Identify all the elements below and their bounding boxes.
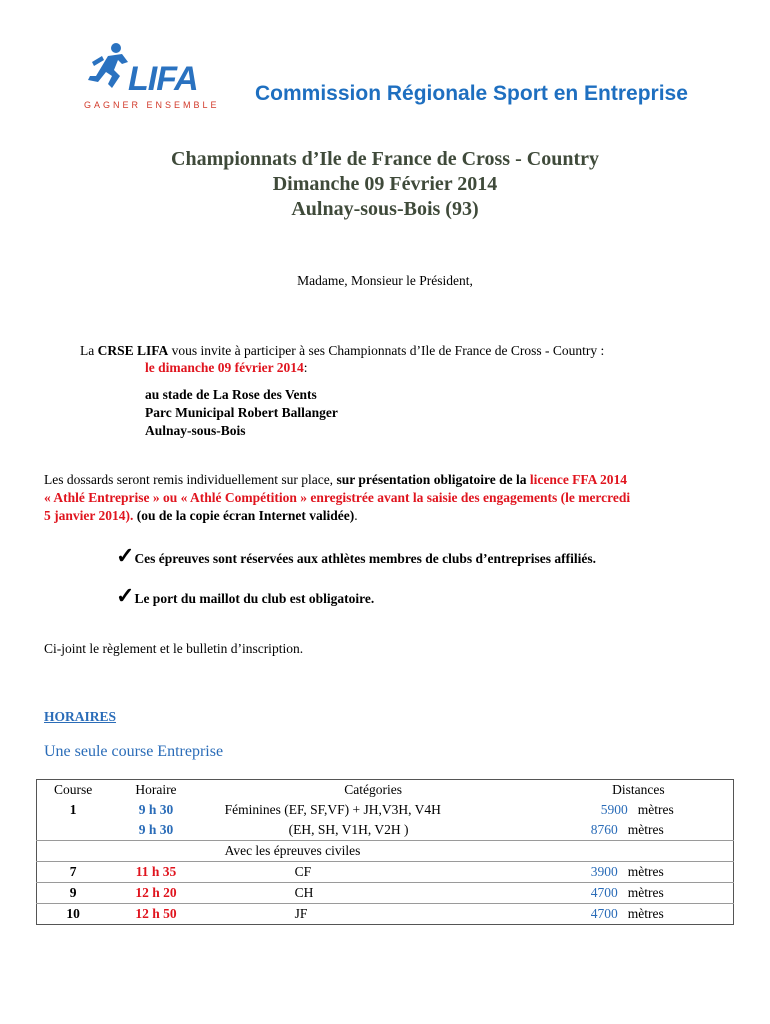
invite-prefix: La [80, 343, 98, 358]
horaires-heading: HORAIRES [44, 709, 117, 724]
table-row [37, 862, 734, 883]
cell-course: 9 [37, 883, 110, 904]
cell-distance [544, 800, 734, 820]
dossards-line-2: « Athlé Entreprise » ou « Athlé Compétition » enregistrée avant la saisie des engagements (le mercredi [44, 490, 631, 505]
schedule-table [36, 779, 734, 925]
check-item-2 [116, 583, 374, 609]
venue-line-3: Aulnay-sous-Bois [145, 423, 246, 438]
dossards-copie: (ou de la copie écran Internet validée) [133, 508, 355, 523]
dossards-licence: licence FFA 2014 [529, 472, 628, 487]
table-row [37, 883, 734, 904]
dossards-line-3 [44, 508, 358, 524]
distance-value: 4700 [590, 885, 618, 900]
table-row [37, 820, 734, 841]
invite-date: le dimanche 09 février 2014 [145, 360, 304, 375]
cell-categories: JF [203, 904, 544, 925]
cell-horaire: 12 h 50 [109, 904, 202, 925]
distance-unit: mètres [627, 885, 664, 900]
check-item-1 [116, 543, 596, 569]
cell-categories: CH [203, 883, 544, 904]
checkmark-icon: ✓ [116, 543, 135, 568]
page-title: Championnats d’Ile de France de Cross - Country [171, 148, 599, 170]
logo-tagline: GAGNER ENSEMBLE [84, 100, 220, 110]
invite-org: CRSE LIFA [97, 343, 169, 358]
event-location: Aulnay-sous-Bois (93) [291, 198, 479, 220]
cell-distance [544, 841, 734, 862]
cell-distance [544, 904, 734, 925]
cell-distance [544, 883, 734, 904]
cell-course: 10 [37, 904, 110, 925]
distance-value: 4700 [590, 906, 618, 921]
checkmark-icon: ✓ [116, 583, 135, 608]
cell-course: 7 [37, 862, 110, 883]
cell-categories: Féminines (EF, SF,VF) + JH,V3H, V4H [224, 802, 441, 817]
check-text-2: Le port du maillot du club est obligatoire. [134, 591, 375, 606]
invitation-text [80, 343, 604, 359]
dossards-part2: sur présentation obligatoire de la [336, 472, 530, 487]
distance-value: 5900 [600, 802, 628, 817]
table-header-row [37, 780, 734, 801]
cell-horaire: 9 h 30 [138, 822, 174, 837]
lifa-logo [78, 40, 220, 115]
dossards-part1: Les dossards seront remis individuellement sur place, [44, 472, 337, 487]
venue-line-2: Parc Municipal Robert Ballanger [145, 405, 338, 420]
header-course: Course [54, 782, 93, 797]
header-distances: Distances [612, 782, 665, 797]
distance-value: 8760 [590, 822, 618, 837]
table-row [37, 800, 734, 820]
salutation: Madame, Monsieur le Président, [297, 273, 473, 288]
cell-horaire: 9 h 30 [138, 802, 174, 817]
cell-distance [544, 820, 734, 841]
cell-course [37, 841, 110, 862]
distance-unit: mètres [627, 864, 664, 879]
cell-horaire: 11 h 35 [109, 862, 202, 883]
distance-unit: mètres [627, 822, 664, 837]
invite-date-line [145, 360, 307, 376]
cell-categories: CF [203, 862, 544, 883]
check-text-1: Ces épreuves sont réservées aux athlètes membres de clubs d’entreprises affiliés. [134, 551, 596, 566]
table-row [37, 904, 734, 925]
table-row [37, 841, 734, 862]
distance-unit: mètres [627, 906, 664, 921]
cell-horaire: 12 h 20 [109, 883, 202, 904]
course-heading: Une seule course Entreprise [44, 743, 224, 760]
cell-categories: (EH, SH, V1H, V2H ) [288, 822, 409, 837]
dossards-date: 5 janvier 2014). [44, 508, 134, 523]
header-horaire: Horaire [135, 782, 177, 797]
invite-body: vous invite à participer à ses Championnats d’Ile de France de Cross - Country : [168, 343, 605, 358]
cell-categories: Avec les épreuves civiles [203, 841, 544, 862]
invite-date-suffix: : [303, 360, 308, 375]
logo-wordmark: LIFA [128, 60, 198, 98]
header-categories: Catégories [344, 782, 403, 797]
cell-distance [544, 862, 734, 883]
distance-value: 3900 [590, 864, 618, 879]
cell-course: 1 [69, 802, 77, 817]
dossards-period: . [354, 508, 358, 523]
venue-line-1: au stade de La Rose des Vents [145, 387, 317, 402]
event-date: Dimanche 09 Février 2014 [272, 173, 498, 195]
dossards-line-1 [44, 472, 627, 488]
cell-horaire [109, 841, 202, 862]
attachment-note: Ci-joint le règlement et le bulletin d’inscription. [44, 641, 304, 656]
cell-course [37, 820, 110, 841]
distance-unit: mètres [637, 802, 674, 817]
commission-title: Commission Régionale Sport en Entreprise [255, 82, 688, 105]
